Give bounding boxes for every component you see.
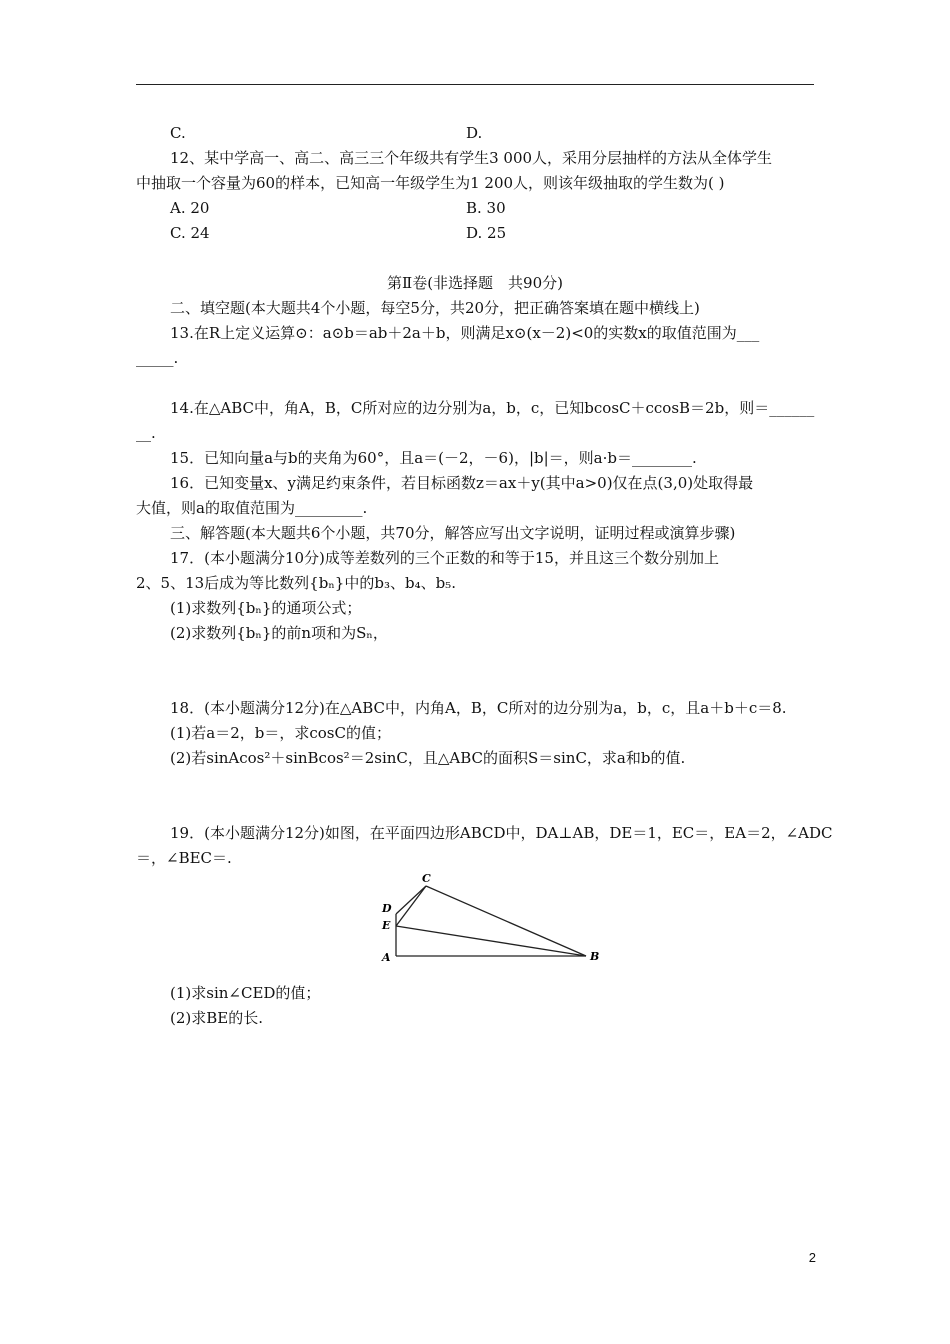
- q12-line2: 中抽取一个容量为60的样本，已知高一年级学生为1 200人，则该年级抽取的学生数为( ): [136, 174, 725, 192]
- q14-line1: 14.在△ABC中，角A，B，C所对应的边分别为a，b，c，已知bcosC＋ccosB＝2b，则＝______: [170, 399, 815, 417]
- q12-option-d: D. 25: [466, 224, 507, 242]
- label-b: B: [590, 950, 600, 963]
- q18-line1: 18．(本小题满分12分)在△ABC中，内角A，B，C所对的边分别为a，b，c，且a＋b＋c＝8.: [170, 699, 787, 717]
- q17-part2: (2)求数列{bₙ}的前n项和为Sₙ，: [170, 624, 388, 642]
- option-d-prev: D.: [466, 124, 483, 142]
- option-c-prev: C.: [170, 124, 186, 142]
- q17-part1: (1)求数列{bₙ}的通项公式；: [170, 599, 362, 617]
- label-c: C: [422, 872, 431, 885]
- q16-line1: 16．已知变量x、y满足约束条件，若目标函数z＝ax＋y(其中a>0)仅在点(3,0)处取得最: [170, 474, 754, 492]
- page-number: 2: [808, 1250, 816, 1265]
- q13-line2: _____.: [136, 349, 179, 367]
- q19-part1: (1)求sin∠CED的值；: [170, 984, 321, 1002]
- q12-line1: 12、某中学高一、高二、高三三个年级共有学生3 000人，采用分层抽样的方法从全体学生: [170, 149, 773, 167]
- quadrilateral-figure: [376, 872, 606, 968]
- q17-line2: 2、5、13后成为等比数列{bₙ}中的b₃、b₄、b₅.: [136, 574, 456, 592]
- q19-line1: 19．(本小题满分12分)如图，在平面四边形ABCD中，DA⊥AB，DE＝1，EC＝，EA＝2，∠ADC: [170, 824, 833, 842]
- q18-part1: (1)若a＝2，b＝，求cosC的值；: [170, 724, 391, 742]
- q12-option-a: A. 20: [170, 199, 210, 217]
- q13-line1: 13.在R上定义运算⊙：a⊙b＝ab＋2a＋b，则满足x⊙(x－2)<0的实数x的取值范围为___: [170, 324, 760, 342]
- header-rule: [136, 84, 814, 85]
- part2-title: 第Ⅱ卷(非选择题 共90分): [387, 274, 563, 292]
- q15-line1: 15．已知向量a与b的夹角为60°，且a＝(－2，－6)，|b|＝，则a·b＝________.: [170, 449, 697, 467]
- q12-option-b: B. 30: [466, 199, 506, 217]
- label-d: D: [382, 902, 392, 915]
- q12-option-c: C. 24: [170, 224, 210, 242]
- q14-line2: __.: [136, 424, 156, 442]
- section3-heading: 三、解答题(本大题共6个小题，共70分，解答应写出文字说明，证明过程或演算步骤): [170, 524, 736, 542]
- label-e: E: [382, 919, 391, 932]
- q19-part2: (2)求BE的长.: [170, 1009, 263, 1027]
- q17-line1: 17．(本小题满分10分)成等差数列的三个正数的和等于15，并且这三个数分别加上: [170, 549, 719, 567]
- label-a: A: [382, 951, 391, 964]
- q16-line2: 大值，则a的取值范围为_________.: [136, 499, 368, 517]
- section2-heading: 二、填空题(本大题共4个小题，每空5分，共20分，把正确答案填在题中横线上): [170, 299, 700, 317]
- q19-line2: ＝，∠BEC＝.: [136, 849, 232, 867]
- q18-part2: (2)若sinAcos²＋sinBcos²＝2sinC，且△ABC的面积S＝sinC，求a和b的值.: [170, 749, 686, 767]
